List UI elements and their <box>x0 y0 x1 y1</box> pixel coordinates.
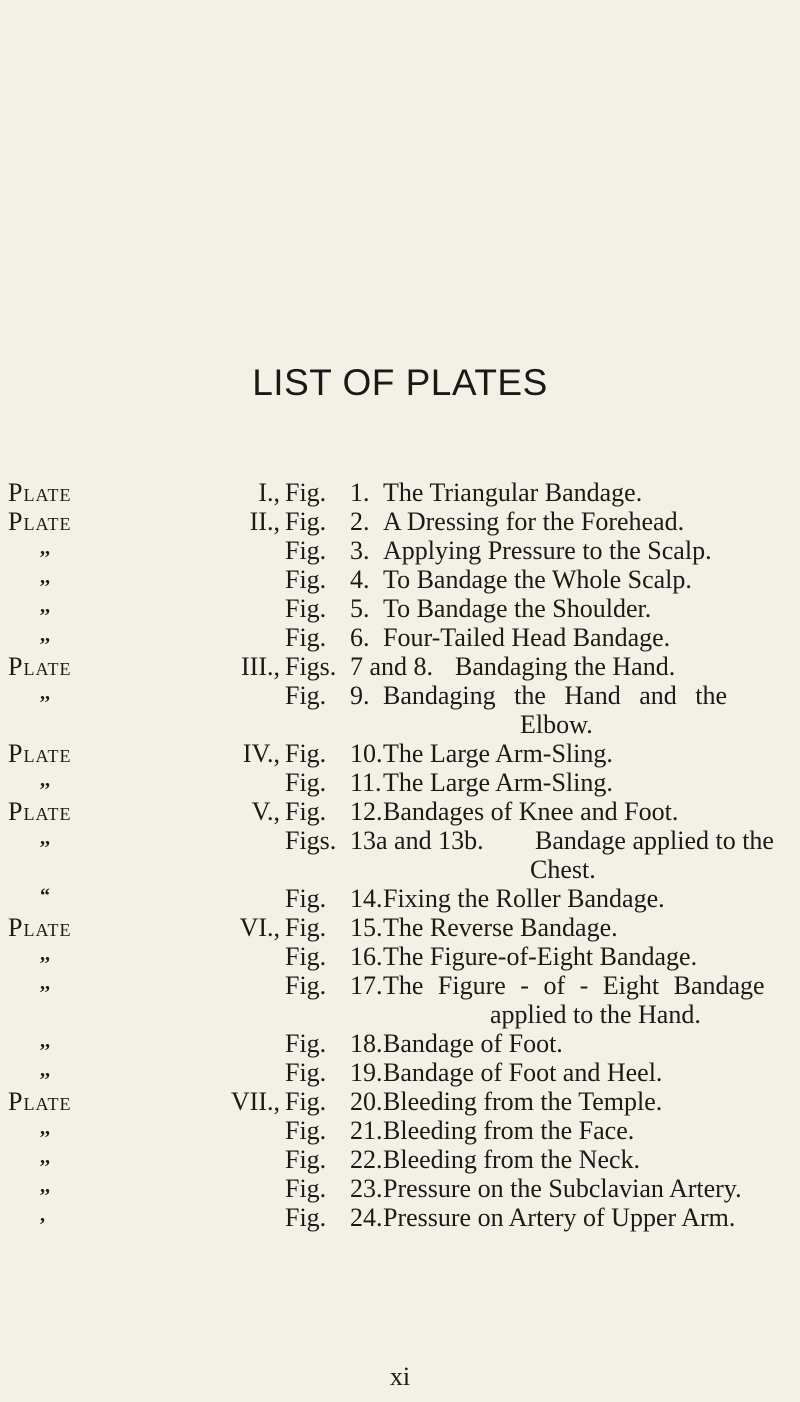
list-item <box>0 1029 800 1058</box>
fig-number: 11. <box>350 768 382 797</box>
fig-number: 14. <box>350 884 383 913</box>
page-number: xi <box>389 1362 411 1391</box>
fig-description: Bandage of Foot. <box>383 1029 563 1058</box>
fig-label: Fig. <box>285 565 327 594</box>
fig-number: 20. <box>350 1087 383 1116</box>
plate-label: Plate <box>8 739 72 768</box>
ditto-mark: ,, <box>40 1059 50 1081</box>
fig-number: 24. <box>350 1203 383 1232</box>
fig-label: Fig. <box>285 1116 327 1145</box>
fig-number: 13a and 13b. <box>350 826 484 855</box>
plate-label: Plate <box>8 507 72 536</box>
fig-label: Fig. <box>285 623 327 652</box>
page-title: LIST OF PLATES <box>252 362 548 403</box>
plate-number: I., <box>258 478 280 507</box>
fig-label: Fig. <box>285 536 327 565</box>
fig-label: Fig. <box>285 507 327 536</box>
fig-description: Bleeding from the Neck. <box>383 1145 641 1174</box>
fig-label: Fig. <box>285 594 327 623</box>
list-item <box>0 826 800 884</box>
plate-number: V., <box>251 797 280 826</box>
fig-number: 10. <box>350 739 383 768</box>
list-item <box>0 1145 800 1174</box>
fig-label: Fig. <box>285 1029 327 1058</box>
fig-label: Fig. <box>285 768 327 797</box>
fig-description: Pressure on Artery of Upper Arm. <box>383 1203 736 1232</box>
fig-number: 19. <box>350 1058 383 1087</box>
fig-description: Bandaging the Hand. <box>455 652 676 681</box>
list-item <box>0 623 800 652</box>
list-item <box>0 797 800 826</box>
fig-description: To Bandage the Shoulder. <box>383 594 652 623</box>
fig-number: 9. <box>350 681 370 710</box>
ditto-mark: ,, <box>40 566 50 588</box>
fig-label: Fig. <box>285 884 327 913</box>
plate-label: Plate <box>8 913 72 942</box>
fig-description: Applying Pressure to the Scalp. <box>383 536 712 565</box>
fig-label: Fig. <box>285 797 327 826</box>
fig-label: Fig. <box>285 478 327 507</box>
plate-label: Plate <box>8 478 72 507</box>
ditto-mark: ,, <box>40 595 50 617</box>
plate-number: VII., <box>230 1087 280 1116</box>
ditto-mark: ,, <box>40 769 50 791</box>
fig-description-continued: Elbow. <box>520 710 593 739</box>
fig-number: 2. <box>350 507 370 536</box>
fig-label: Fig. <box>285 1203 327 1232</box>
fig-number: 22. <box>350 1145 383 1174</box>
ditto-mark: ,, <box>40 827 50 849</box>
fig-number: 5. <box>350 594 370 623</box>
plate-label: Plate <box>8 797 72 826</box>
ditto-mark: ,, <box>40 1030 50 1052</box>
list-item <box>0 652 800 681</box>
ditto-mark: “ <box>40 885 50 907</box>
fig-description: To Bandage the Whole Scalp. <box>383 565 692 594</box>
plates-list <box>0 478 800 1232</box>
fig-label: Fig. <box>285 681 327 710</box>
fig-number: 6. <box>350 623 370 652</box>
ditto-mark: ,, <box>40 1117 50 1139</box>
list-item <box>0 739 800 768</box>
list-item <box>0 594 800 623</box>
list-item <box>0 971 800 1029</box>
fig-description: Bandages of Knee and Foot. <box>383 797 679 826</box>
ditto-mark: ,, <box>40 1175 50 1197</box>
list-item <box>0 478 800 507</box>
fig-number: 16. <box>350 942 383 971</box>
ditto-mark: ,, <box>40 537 50 559</box>
plate-label: Plate <box>8 1087 72 1116</box>
fig-description: The Reverse Bandage. <box>383 913 618 942</box>
fig-description: The Large Arm-Sling. <box>383 768 613 797</box>
fig-description: Pressure on the Subclavian Artery. <box>383 1174 742 1203</box>
plate-number: III., <box>241 652 280 681</box>
plate-number: II., <box>249 507 280 536</box>
fig-label: Fig. <box>285 1174 327 1203</box>
fig-number: 18. <box>350 1029 383 1058</box>
plate-number: IV., <box>242 739 280 768</box>
fig-description: Bandage applied to the <box>535 826 774 855</box>
fig-number: 1. <box>350 478 370 507</box>
fig-description: A Dressing for the Forehead. <box>383 507 685 536</box>
fig-label: Fig. <box>285 913 327 942</box>
fig-description: Four-Tailed Head Bandage. <box>383 623 671 652</box>
fig-description: The Triangular Bandage. <box>383 478 643 507</box>
fig-description: The Figure-of-Eight Bandage. <box>383 942 698 971</box>
ditto-mark: ,, <box>40 943 50 965</box>
fig-number: 4. <box>350 565 370 594</box>
fig-description: Bleeding from the Temple. <box>383 1087 663 1116</box>
list-item <box>0 536 800 565</box>
fig-description-continued: applied to the Hand. <box>490 1000 701 1029</box>
ditto-mark: ,, <box>40 624 50 646</box>
list-item <box>0 681 800 739</box>
ditto-mark: ,, <box>40 972 50 994</box>
fig-description: Bandage of Foot and Heel. <box>383 1058 663 1087</box>
fig-number: 21. <box>350 1116 383 1145</box>
list-item <box>0 1174 800 1203</box>
list-item <box>0 507 800 536</box>
list-item <box>0 768 800 797</box>
fig-number: 15. <box>350 913 383 942</box>
fig-label: Fig. <box>285 971 327 1000</box>
list-item <box>0 1058 800 1087</box>
list-item <box>0 1087 800 1116</box>
plate-label: Plate <box>8 652 72 681</box>
fig-number: 7 and 8. <box>350 652 434 681</box>
fig-description: Fixing the Roller Bandage. <box>383 884 665 913</box>
fig-description: Bleeding from the Face. <box>383 1116 635 1145</box>
ditto-mark: ,, <box>40 1146 50 1168</box>
fig-label: Fig. <box>285 739 327 768</box>
fig-label: Figs. <box>285 652 337 681</box>
fig-description: Bandaging the Hand and the <box>383 681 728 710</box>
fig-description: The Large Arm-Sling. <box>383 739 613 768</box>
list-item <box>0 884 800 913</box>
plate-number: VI., <box>239 913 280 942</box>
fig-number: 23. <box>350 1174 383 1203</box>
fig-label: Fig. <box>285 942 327 971</box>
fig-description: The Figure - of - Eight Bandage <box>383 971 765 1000</box>
list-item <box>0 1116 800 1145</box>
fig-number: 12. <box>350 797 383 826</box>
fig-label: Fig. <box>285 1087 327 1116</box>
list-item <box>0 913 800 942</box>
fig-number: 17. <box>350 971 383 1000</box>
list-item <box>0 942 800 971</box>
fig-label: Fig. <box>285 1058 327 1087</box>
list-item <box>0 565 800 594</box>
fig-label: Figs. <box>285 826 337 855</box>
ditto-mark: ,, <box>40 682 50 704</box>
list-item <box>0 1203 800 1232</box>
ditto-mark: , <box>40 1204 45 1226</box>
fig-number: 3. <box>350 536 370 565</box>
fig-label: Fig. <box>285 1145 327 1174</box>
fig-description-continued: Chest. <box>530 855 596 884</box>
